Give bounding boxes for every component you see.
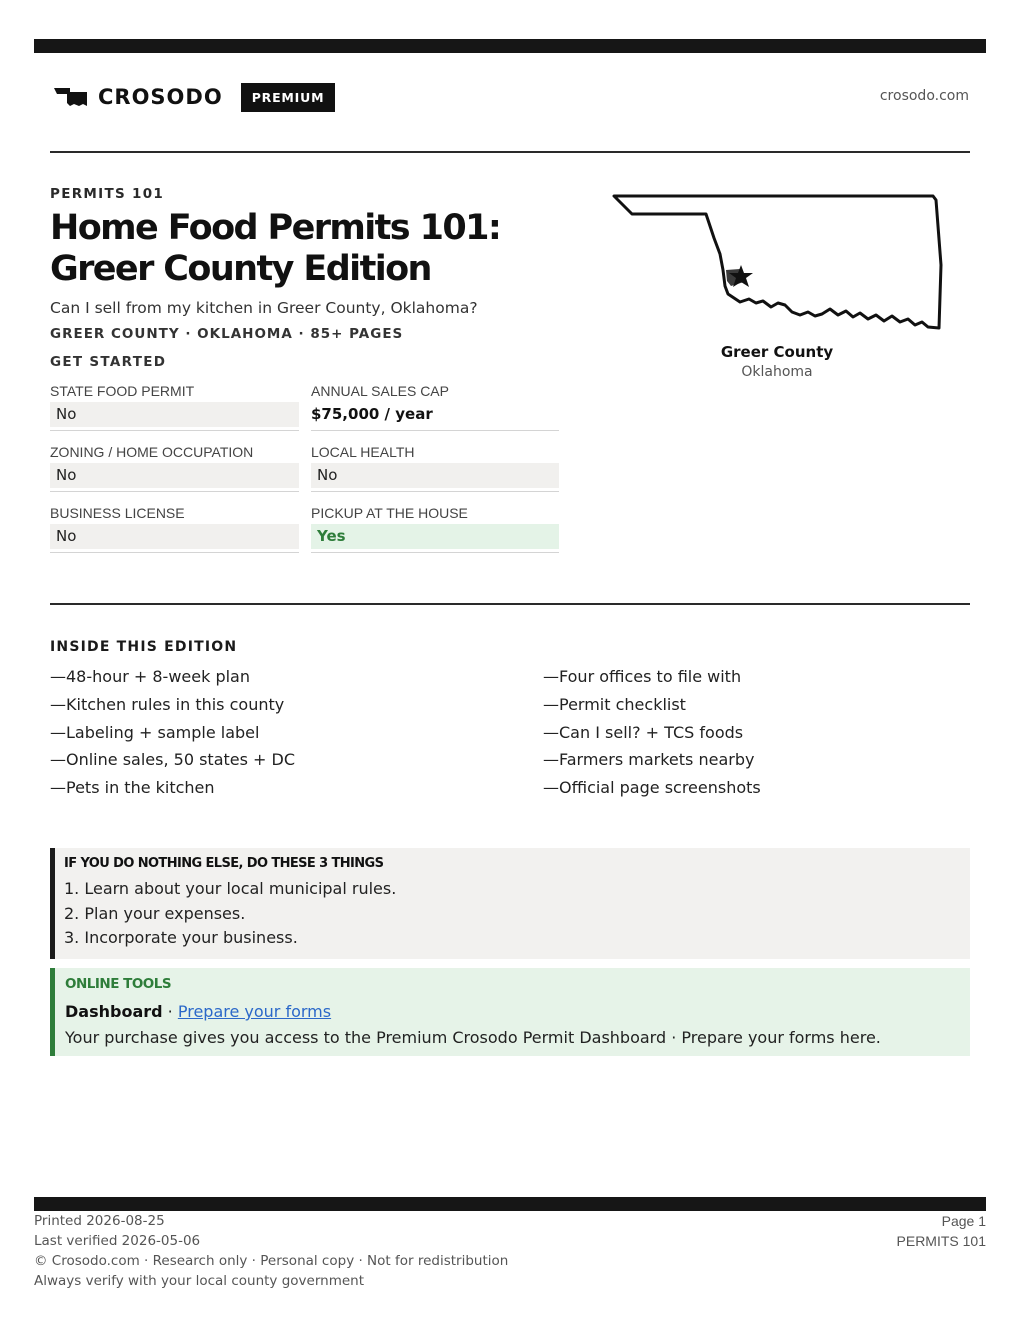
brand-lockup [54,82,335,112]
fact-value: No [50,524,299,549]
header-divider [50,151,970,153]
inside-edition-label: INSIDE THIS EDITION [50,639,238,655]
printed-date: Printed 2026-08-25 [34,1213,165,1229]
list-item: —Official page screenshots [543,778,761,798]
verify-notice: Always verify with your local county government [34,1273,364,1289]
list-item: 1. Learn about your local municipal rules. [64,879,397,898]
fact-label: PICKUP AT THE HOUSE [311,505,468,521]
fact-zoning [50,443,299,492]
fact-value: Yes [311,524,559,549]
section-divider [50,603,970,605]
map-state-label: Oklahoma [741,364,813,380]
oklahoma-map [610,190,946,336]
permit-facts-grid [50,382,559,553]
top-rule-bar [34,39,986,53]
list-item: —48-hour + 8-week plan [50,667,250,686]
list-item: 2. Plan your expenses. [64,903,246,923]
footer-right [897,1212,986,1252]
copyright-note: © Crosodo.com · Research only · Personal copy · Not for redistribution [34,1253,509,1269]
fact-label: ZONING / HOME OCCUPATION [50,444,254,460]
footer-rule-bar [34,1197,986,1211]
page-title: Home Food Permits 101: Greer County Edition [50,208,501,289]
fact-label: BUSINESS LICENSE [50,505,185,521]
fact-value: No [311,463,559,488]
fact-annual-sales-cap [311,382,559,431]
fact-label: STATE FOOD PERMIT [50,383,195,399]
tools-title: ONLINE TOOLS [65,976,172,992]
brand-name: CROSODO [98,85,223,109]
separator: · [162,1002,178,1021]
fact-value: No [50,463,299,488]
tools-description: Your purchase gives you access to the Premium Crosodo Permit Dashboard · Prepare your forms here. [65,1028,881,1047]
fact-value: No [50,402,299,427]
online-tools-panel [50,968,970,1056]
top-three-callout [50,848,970,959]
callout-steps [64,879,970,953]
fact-state-food-permit [50,382,299,431]
list-item: —Labeling + sample label [50,722,260,742]
fact-label: LOCAL HEALTH [311,444,415,460]
list-item: 3. Incorporate your business. [64,928,298,947]
dashboard-label: Dashboard [65,1002,163,1021]
footer-left [34,1212,508,1292]
list-item: —Farmers markets nearby [543,750,755,770]
callout-title: IF YOU DO NOTHING ELSE, DO THESE 3 THINGS [64,856,384,871]
section-eyebrow: PERMITS 101 [50,186,165,202]
verified-date: Last verified 2026-05-06 [34,1233,201,1249]
site-url: crosodo.com [879,88,969,104]
fact-value: $75,000 / year [311,405,433,423]
fact-label: ANNUAL SALES CAP [311,383,449,399]
list-item: —Four offices to file with [543,667,742,686]
list-item: —Kitchen rules in this county [50,694,285,714]
prepare-forms-link[interactable]: Prepare your forms [177,1002,332,1021]
page-number: Page 1 [941,1213,986,1229]
contents-list-right [543,666,761,805]
list-item: —Online sales, 50 states + DC [50,750,296,770]
list-item: —Permit checklist [543,694,686,714]
fact-business-license [50,504,299,553]
list-item: —Pets in the kitchen [50,778,215,798]
fact-pickup-at-house [311,504,559,553]
footer-section: PERMITS 101 [896,1233,986,1249]
fact-local-health [311,443,559,492]
edition-meta: GREER COUNTY · OKLAHOMA · 85+ PAGES [50,326,404,342]
page-subtitle: Can I sell from my kitchen in Greer County, Oklahoma? [50,299,478,317]
premium-badge: PREMIUM [241,83,336,112]
list-item: —Can I sell? + TCS foods [543,722,744,742]
get-started-label: GET STARTED [50,354,167,370]
map-county-label: Greer County [720,343,834,361]
oklahoma-outline [614,196,941,328]
tools-dashboard-line [65,1002,970,1028]
contents-list-left [50,666,295,805]
oklahoma-mark-icon [54,87,88,107]
